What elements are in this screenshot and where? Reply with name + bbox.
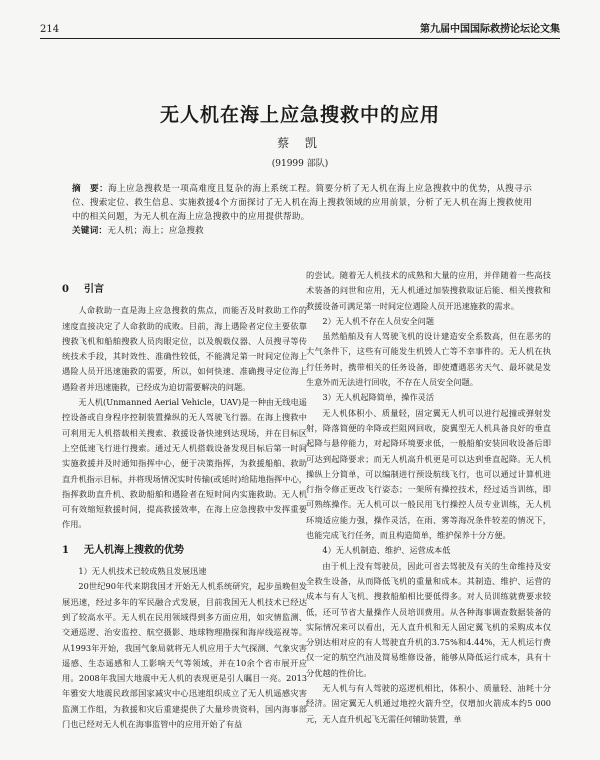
- body-paragraph: 无人机与有人驾驶的巡逻机相比，体积小、质量轻、油耗十分经济。固定翼无人机通过地控火箭升空，仅增加火箭成本约5 000元，无人直升机起飞无需任何辅助装置，单: [306, 683, 551, 724]
- body-paragraph: 无人机体积小、质量轻，固定翼无人机可以进行起撞或弹射发射，降落简便的伞降或拦阻网回收，旋翼型无人机具备良好的垂直起降与悬停能力，对起降环境要求低，一般船舶安装回收设备后即可达到起降要求；而无人机高升机更是可以达到垂直起降。无人机操纵上分简单，可以编制进行预设航线飞行，也可以通过计算机进行指令修正更改飞行姿态；一架所有操控技术，经过适当训练，即可熟练操作。无人机可以一般民用飞行操控人员专业训练，无人机环境适应能力强，操作灵活，在雨、雾等海况条件较差的情况下，也能完成飞行任务，而且构造简单，维护保养十分方便。: [306, 407, 551, 541]
- subsection-heading: 1）无人机技术已较成熟且发展迅速: [78, 566, 207, 577]
- journal-title: 第九届中国国际救捞论坛论文集: [420, 24, 560, 35]
- section-heading-advantages: [62, 543, 307, 558]
- section-number: 1: [62, 544, 69, 556]
- body-paragraph: 人命救助一直是海上应急搜救的焦点，而能否及时救助工作的速度直接决定了人命救助的成败。目前，海上遇险者定位主要依靠搜救飞机和船舶搜救人员肉眼定位，以及舰载仪器、人员搜寻等传统技术手段，其时效性、准确性较低，不能满足第一时间定位海上遇险人员开迅速施救的需要，所以，如何快速、准确搜寻定位海上遇险者并迅速施救，已经成为迫切需要解决的问题。: [62, 305, 307, 392]
- body-paragraph: 由于机上没有驾驶员，因此可省去驾驶及有关的生命维持及安全救生设备，从而降低飞机的重量和成本。其制造、维护、运营的成本与有人飞机、搜救船舶相比要低得多。对人员训练就费要求较低，还可节省大量操作人员培训费用。从各种海事调查数据装备的实际情况来可以看出，无人直升机和无人固定翼飞机的采购成本仅分别达相对应的有人驾驶直升机的3.75%和4.44%，无人机运行费仅一定的航空汽油及简易维修设备，能够从降低运行成本，具有十分优越的性价比。: [306, 560, 551, 678]
- keywords-line: [72, 224, 532, 238]
- abstract-paragraph: [72, 182, 532, 224]
- section-heading-introduction: [62, 282, 307, 297]
- subsection-heading: 4）无人机制造、维护、运营成本低: [322, 545, 451, 556]
- author-name: 蔡 凯: [277, 136, 323, 150]
- section-title: 引言: [84, 284, 104, 295]
- keywords-text: 无人机；海上；应急搜救: [107, 226, 204, 236]
- body-paragraph: 虽然船舶及有人驾驶飞机的设计建造安全系数高，但在恶劣的大气条件下，这些有可能发生机毁人亡等不幸事件的。无人机在执行任务时，携带相关的任务设备，即使遭遇恶劣天气、最坏就是发生意外而无法进行回收，不存在人员安全问题。: [306, 331, 551, 388]
- keywords-label: 关键词：: [72, 226, 108, 236]
- section-number: 0: [62, 284, 69, 295]
- body-paragraph: 无人机(Unmanned Aerial Vehicle，UAV)是一种由无线电遥控设备或自身程序控制装置操纵的无人驾驶飞行器。在海上搜救中可利用无人机搭载相关搜索、救援设备快速到达现场，并在目标区上空低速飞行进行搜索。通过无人机搭载设备发现目标后第一时间实施救援并及时通知指挥中心，便于决策指挥，为救援船舶、救助直升机指示目标，并将现场情况实时传输(或延时)给陆地指挥中心，指挥救助直升机、救助船舶和遇险者在短时间内实施救助。无人机可有效缩短救援时间，提高救援效率，在海上应急搜救中发挥重要作用。: [62, 397, 307, 530]
- section-title: 无人机海上搜救的优势: [84, 544, 184, 556]
- subsection-heading: 2）无人机不存在人员安全问题: [322, 315, 435, 326]
- body-paragraph: 的尝试。随着无人机技术的成熟和大量的应用，并伴随着一些高技术装备的问世和应用，无人机通过加装搜救取证后能、相关搜救和救援设备可满足第一时间定位遇险人员开迅速施救的需求。: [306, 270, 551, 311]
- page-number: 214: [40, 24, 60, 35]
- body-paragraph: 20世纪90年代来期我国才开始无人机系统研究，起步虽晚但发展迅速，经过多年的军民融合式发展，目前我国无人机技术已经达到了较高水平。无人机在民用领域得到多方面应用，如灾情监测、交通巡逻、治安监控、航空摄影、地球物理勘探和海岸线巡视等。从1993年开始，我国气象局就将无人机应用于大气探测、气象灾害遥感、生态遥感和人工影响天气等领域，并在10余个省市展开应用。2008年我国大地震中无人机的表现更是引人瞩目一亮。2013年雅安大地震民政部国家减灾中心迅速组织成立了无人机遥感灾害监测工作组，为救援和灾后重建提供了大量珍贵资料，国内海事部门也已经对无人机在海事监管中的应用开始了有益: [62, 581, 307, 730]
- running-header: [40, 22, 560, 39]
- left-column: [62, 272, 307, 732]
- abstract-text: 海上应急搜救是一项高难度且复杂的海上系统工程。简要分析了无人机在海上应急搜救中的优势，从搜寻示位、搜索定位、救生信息、实施救援4个方面探讨了无人机在海上搜救领域的应用前景，分析了无人机在海上搜救使用中的相关问题，为无人机在海上应急搜救中的应用提供帮助。: [72, 184, 532, 222]
- abstract-block: [72, 182, 532, 238]
- subsection-heading: 3）无人机起降简单，操作灵活: [322, 392, 435, 403]
- abstract-label: 摘 要：: [72, 184, 109, 194]
- right-column: [306, 268, 551, 727]
- author-affiliation: (91999 部队): [271, 159, 329, 169]
- paper-title: 无人机在海上应急搜救中的应用: [159, 104, 440, 126]
